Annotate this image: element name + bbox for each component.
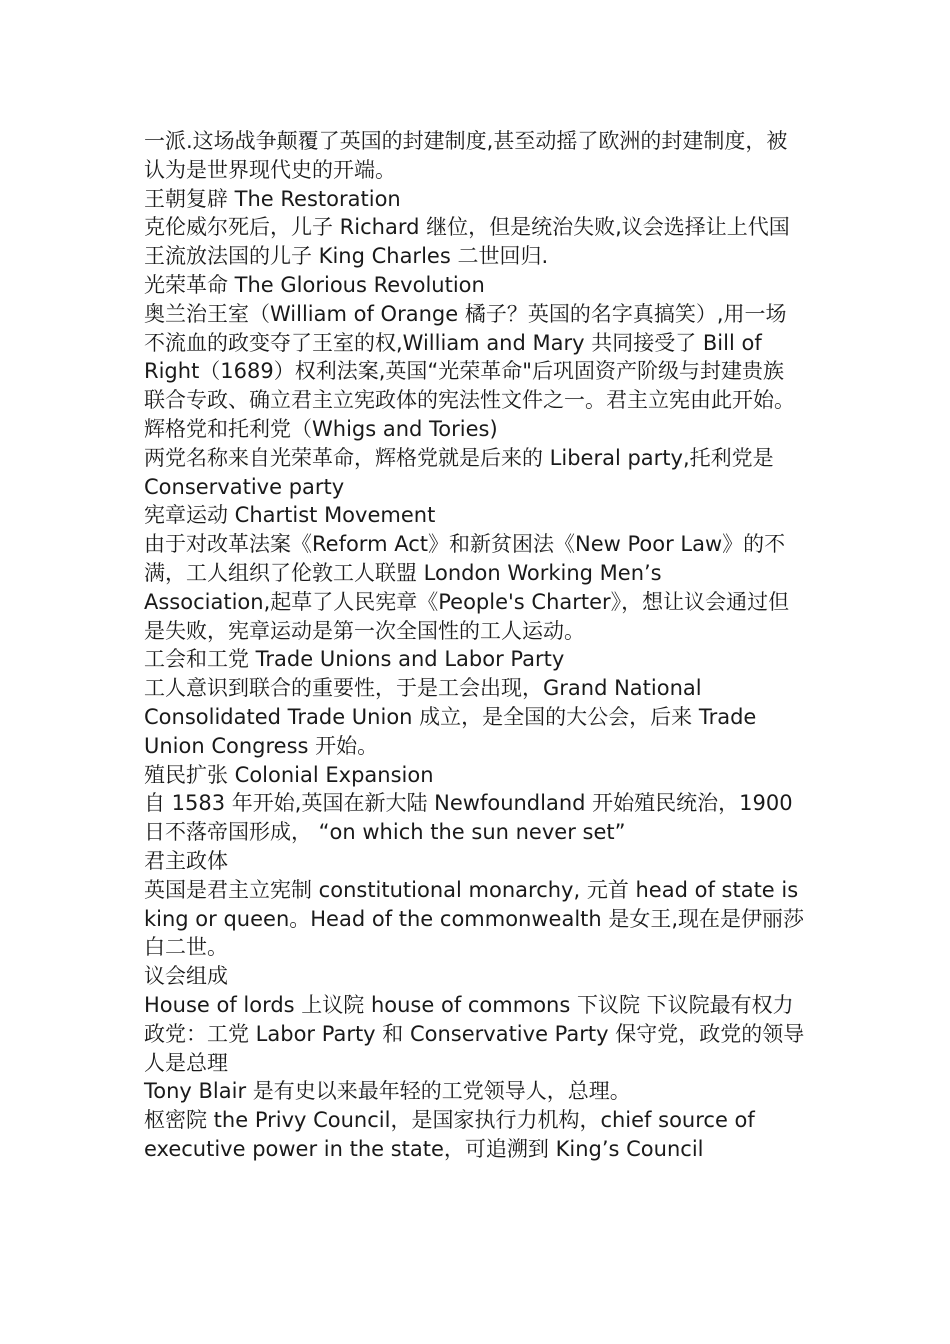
text-line: Consolidated Trade Union 成立，是全国的大公会，后来 Trade (144, 704, 757, 729)
text-line: 英国是君主立宪制 constitutional monarchy, 元首 head of state is (144, 877, 799, 902)
text-line: 认为是世界现代史的开端。 (144, 157, 396, 182)
text-line: 白二世。 (144, 935, 228, 960)
text-line: 满，工人组织了伦敦工人联盟 London Working Men’s (144, 560, 662, 585)
text-line: 联合专政、确立君主立宪政体的宪法性文件之一。君主立宪由此开始。 (144, 388, 795, 413)
section-heading-trade-unions: 工会和工党 Trade Unions and Labor Party (144, 647, 565, 672)
text-line: 日不落帝国形成， “on which the sun never set” (144, 820, 626, 845)
text-line: 枢密院 the Privy Council，是国家执行力机构，chief source of (144, 1108, 755, 1133)
text-line: 自 1583 年开始,英国在新大陆 Newfoundland 开始殖民统治，1900 (144, 791, 793, 816)
text-line: Association,起草了人民宪章《People's Charter》，想让议会通过但 (144, 589, 790, 614)
document-body (144, 127, 814, 1164)
section-heading-colonial-expansion: 殖民扩张 Colonial Expansion (144, 762, 434, 787)
text-line: House of lords 上议院 house of commons 下议院 下议院最有权力 (144, 992, 794, 1017)
section-heading-whigs-tories: 辉格党和托利党（Whigs and Tories) (144, 416, 498, 441)
text-line: 两党名称来自光荣革命，辉格党就是后来的 Liberal party,托利党是 (144, 445, 774, 470)
text-line: 奥兰治王室（William of Orange 橘子？英国的名字真搞笑）,用一场 (144, 301, 787, 326)
text-line: 工人意识到联合的重要性，于是工会出现，Grand National (144, 676, 702, 701)
text-line: 是失败，宪章运动是第一次全国性的工人运动。 (144, 618, 585, 643)
section-heading-chartist-movement: 宪章运动 Chartist Movement (144, 503, 436, 528)
text-line: Right（1689）权利法案,英国“光荣革命"后巩固资产阶级与封建贵族 (144, 359, 784, 384)
text-line: king or queen。Head of the commonwealth 是女王,现在是伊丽莎 (144, 906, 805, 931)
section-heading-glorious-revolution: 光荣革命 The Glorious Revolution (144, 272, 485, 297)
text-line: 王流放法国的儿子 King Charles 二世回归. (144, 244, 549, 269)
text-line: Union Congress 开始。 (144, 733, 379, 758)
text-line: 由于对改革法案《Reform Act》和新贫困法《New Poor Law》的不 (144, 532, 786, 557)
text-line: Conservative party (144, 474, 345, 499)
text-line: Tony Blair 是有史以来最年轻的工党领导人，总理。 (144, 1079, 631, 1104)
text-line: executive power in the state，可追溯到 King’s Council (144, 1136, 704, 1161)
text-line: 克伦威尔死后，儿子 Richard 继位，但是统治失败,议会选择让上代国 (144, 215, 790, 240)
section-heading-restoration: 王朝复辟 The Restoration (144, 186, 401, 211)
section-heading-parliament: 议会组成 (144, 964, 228, 989)
text-line: 人是总理 (144, 1050, 228, 1075)
text-line: 不流血的政变夺了王室的权,William and Mary 共同接受了 Bill of (144, 330, 762, 355)
text-line: 政党：工党 Labor Party 和 Conservative Party 保守党，政党的领导 (144, 1021, 805, 1046)
section-heading-monarchy: 君主政体 (144, 848, 228, 873)
text-line: 一派.这场战争颠覆了英国的封建制度,甚至动摇了欧洲的封建制度，被 (144, 129, 788, 153)
